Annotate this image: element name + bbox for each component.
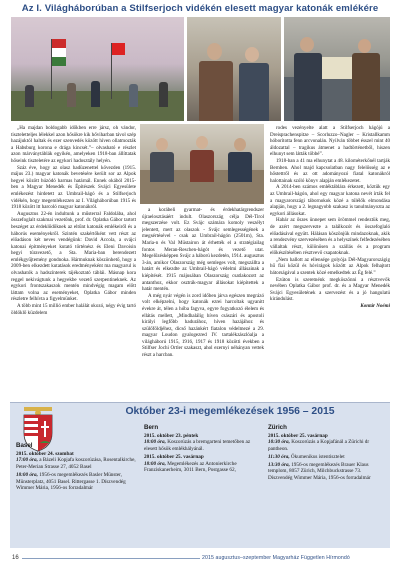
event-city: Bern [144, 424, 159, 431]
photo-lecture [187, 17, 281, 121]
page-number: 16 [12, 555, 19, 561]
event-block [16, 451, 136, 471]
paragraph: a korábeli gyarmat- és érdekhatárgrendszer újraelosztásáért indult. Olaszország célja Dél-Tirol megszerzése volt. Ez Svájc számára komoly veszélyt jelentett, mert az olaszok - Svájc semlegességének a megsértésével - csak az Umbrail-hágón (2501m), Sta. Maria-n és Val Müstairon át érhették el a stratégiailag fontos Meran-Reschen-hágót és vezető utat. Megelőzésképpen Svájc a háború kezdetén, 1914. augusztus 3-án, amikor Olaszország még semleges volt, megszállta a határt és elkezdte az Umbrail-hágó védelmi állásainak a kiépítését. 1915 májusában Olaszország csatlakozott az antanthoz, ekkor osztrák-magyar állásokat kiépítettek a határ mentén. [142, 207, 264, 293]
event-block [16, 472, 136, 492]
events-column-basel [16, 443, 136, 493]
events-column-zurich [268, 425, 386, 483]
footer-rule [22, 558, 200, 559]
event-block [144, 433, 260, 453]
paragraph: Ezúton is szeretnénk megköszönni a résztvevők nevében Oplatka Gábor prof. dr. és a Magyar Menedék Svájci Egyesületének a szervezést és a jó hangulatú kirándulást. [270, 276, 390, 303]
paragraph: rodes vezényelte alatt a Stilfserjoch hágójú a Dreisprachenspitze – Scorluzzo–Nagler – Kristallkamm hóborította fenn arcvonalán. Nyilván többet ésszel mint 40 áldozattal – tragikus átmenet a hadtörténetből, hiszen elhunyt sem látták többé”. [270, 125, 390, 158]
event-time: 11:30 óra, [268, 453, 290, 460]
event-date: 2015. október 25. vasárnap [144, 453, 204, 460]
article-column-2 [142, 207, 264, 400]
paragraph: Habár az őszes ünnepet sem örömmel rendeztük meg, de azért megszervezte a találkozót és összefoglaló előadásával együtt. Hálásan köszönjük mindazoknak, akik a rendezvény szervezésében és a helyszínek felfedezésében vállaltak részt, különösen a szállás és a program előkészítésében résztvevő csapatoknak. [270, 217, 390, 257]
article-signature: Kontár Noémi [360, 303, 390, 310]
event-text: 1956-os megemlékezés Brauer Klaus templom, 8057 Zürich, Milchbuckstrasse 73. Díszvendég Wimmer Mária, 1956-os forradalmár [268, 461, 371, 481]
event-text: Megemlékezés az Antonierkirche Franziskanerheim, 3011 Bern, Postgasse 62, [144, 460, 237, 474]
event-time: 18:00 óra, [144, 439, 166, 446]
event-city: Basel [16, 442, 33, 449]
event-block [268, 462, 386, 482]
event-text: a Bázeli Kopjafa koszorúzása, Rosentalkirche, Peter-Merian Strasse 27, 4052 Basel [16, 457, 136, 471]
event-block [144, 454, 260, 474]
article-column-1 [11, 125, 136, 400]
event-city: Zürich [268, 424, 287, 431]
event-time: 13:30 óra, [268, 461, 290, 468]
event-date: 2015. október 25. vasárnap [268, 432, 328, 439]
footer-publication-info: 2015 augusztus–szeptember Magyarház Független Hírmondó [202, 555, 350, 561]
paragraph: „Nem hallott az ellensége golyója Dél-Magyarországig hű fiai közül és hóvirágok között az Alpok felhajtott bátorságával a szentek közé emelkedtek az Ég felé.” [270, 256, 390, 277]
article-column-3 [270, 125, 390, 400]
events-title: Október 23-i megemlékezések 1956 – 2015 [125, 406, 335, 417]
events-column-bern [144, 425, 260, 475]
photo-memorial-ceremony [11, 17, 184, 121]
event-block [268, 433, 386, 453]
event-text: Ökumenikus istentisztelet [290, 453, 345, 460]
paragraph: A több mint 15 millió ember halálát okozó, négy évig tartó öldöklő küzdelem [11, 303, 136, 316]
page-footer [0, 552, 400, 566]
paragraph: A még nyár végén is zord időben járva egészen megrázó volt elképzelni, hogy katonák ezrei harcoltak ugyanitt évekre át, télen a hóba fagyva, egyre fogyatkozó élelem és ellátás mellett, „Mindhalálig híven császári és apostoli királyi legfőbb hadurához, híven hazájához és szülőföldjéhez, dicső hazánkért fiatalon védelmezé a 29. magyar Loudon gyalogezred IV. tartalékzászlóalja a világháború 1915, 1916, 1917 és 1918 közötti években a Stilfser Jochi Ortler szakaszt, ahol ezernyi néhányan vettek részt a harcban. [142, 292, 264, 359]
paragraph: „Ha majdan boldogabb időkben erre jársz, oh vándor, tiszteletteljes lélekkel azon hősökre kik hőviharban távol szép hazájuktól haltak és ezer szenvedés között híven ollatmozták a Habsburg korona e drága kincsét.”– olvasható e részlet azon márványtáblák egyikén, amelyeken 1918-ban állíttatak hőseink tiszteletére az egykori hadosztály helyén. [11, 125, 136, 164]
page-title: Az I. Világháborúban a Stilfserjoch vidékén elesett magyar katonák emlékére [21, 2, 379, 14]
photo-dinner-discussion [140, 124, 264, 204]
paragraph: A 2014-ben számos emléktáblára érkezett, köztük egy az Umbrail-hágón, ahol egy magyar katona nevét írták fel a magyarországi tábornokok közé a túlélők elmondása alapján, hogy a 2. legnagyobb szakasz is tanulmányozta az egykori állásokat. [270, 184, 390, 217]
photo-guide-with-map [284, 17, 390, 121]
event-text: Koszorúzás a bremgarteni temetőben az elesett hősök emlékhályánál. [144, 439, 251, 453]
event-date: 2015. október 24. szombat [16, 450, 74, 457]
paragraph: Száz éve, hogy az olasz hadüzenettel kövezden (1915. május 23.) magyar katonák bevetésére került sor az Alpok hegyei között húzódó harmas határnál. Ennek okából 2015-ben a Magyar Menedék és Építészek Svájci Egyesülete emlékezést hirdetett az Umbrail-hágó és a Stilfserjoch vidékén, hogy megemlékezzen az I. Világháborúban 1915 és 1918 között itt harcoló magyar katonákról. [11, 164, 136, 211]
paragraph: Augusztus 22-én indultunk a műsterral Faldolába, ahol összefoglalt szakmai vezetőnk, prof. dr. Oplatka Gábor tartott beszéget az érdeklődőknek az eltűnt katonák emlékeiről és a háborús eseményekről. Szintén szakértőként vett részt az előadáson két neves vendégünk: David Accola, a svájci katonai építményeket kutató történész és Eleni Davoisin hegyi túravezető, a Sta. Maria-ban berendezett emlékgyűjtemény gondnoka. Hármuknak köszönhető, hogy a 2009-ben elkezdett kutatások eredményeként ma magyarul is olvashatók a hadszínterek tájékoztató táblái. Másnap kora reggel nekivágtunk a hegyekbe vezető szerpentineknek. Az egykori frontszakaszok mentén mindvégig magam előtt láttam volna az eseményeket, Oplatka Gábor minden részletre felhívta a figyelmünket. [11, 210, 136, 303]
event-time: 17:00 óra, [16, 457, 38, 464]
event-text: Koszorúzás a Kopjafánál a Zürichi dr pantheon. [268, 439, 370, 453]
event-time: 10:30 óra, [268, 439, 290, 446]
events-box [10, 402, 390, 548]
paragraph: 1918-ban a 41 ma elhunytat a 48. kilométerkőnél tartják Bernben. Ahol majd kapcsolatban nagy felelősség az e hőstettről és az ott adományozó fiatal katonákról halottainak szóló könyv alapján emlékezetet. [270, 157, 390, 184]
event-date: 2015. október 23. péntek [144, 432, 199, 439]
event-text: 1956-os megemlékezés Basler Münster, Münsterplatz, 4051 Basel. Rittergasse 1. Díszvendég Wimmer Mária, 1956-os forradalmár [16, 471, 126, 492]
event-block [268, 454, 386, 461]
event-time: 18:00 óra, [16, 471, 38, 478]
event-time: 18:00 óra, [144, 460, 166, 467]
page-header [0, 0, 400, 16]
